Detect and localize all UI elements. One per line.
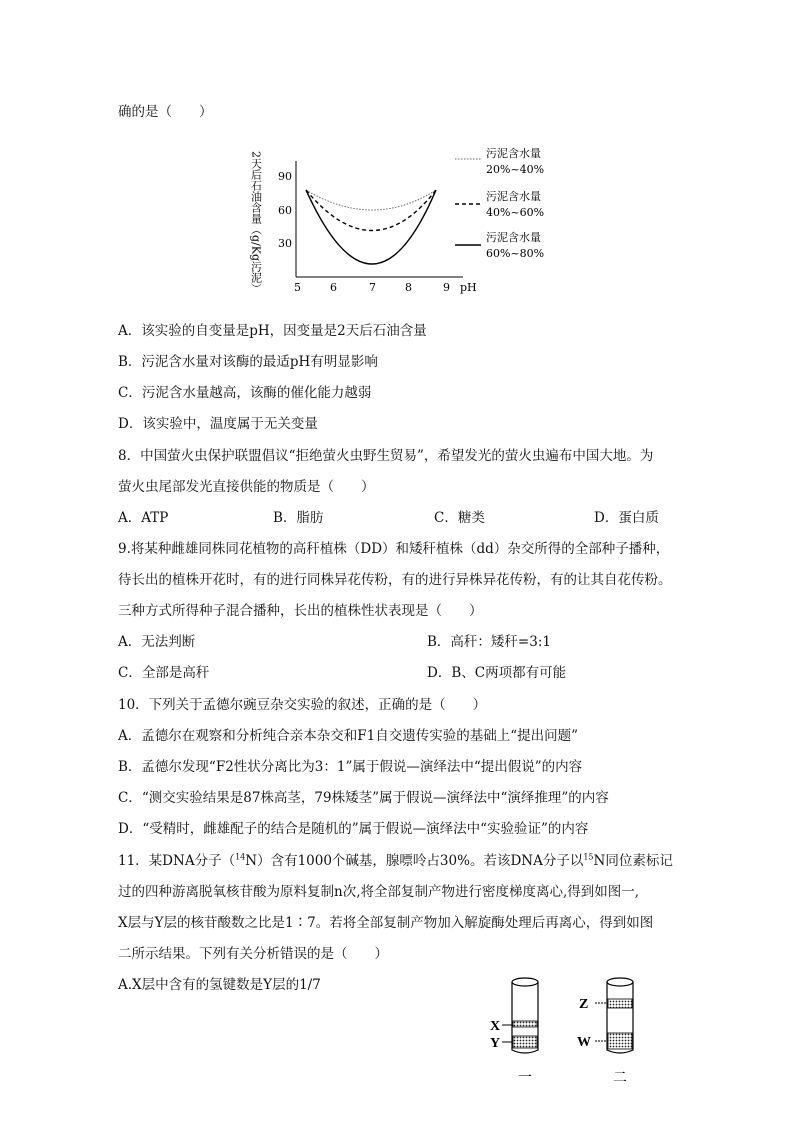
q7-option-b: B．污泥含水量对该酶的最适pH有明显影响	[118, 354, 378, 370]
x-tick-6: 6	[330, 281, 337, 294]
q11-stem-2: 过的四种游离脱氧核苷酸为原料复制n次,将全部复制产物进行密度梯度离心,得到如图一,	[118, 884, 640, 900]
x-tick-5: 5	[294, 281, 301, 294]
q8-stem-1: 8．中国萤火虫保护联盟倡议“拒绝萤火虫野生贸易”，希望发光的萤火虫遍布中国大地。为	[118, 448, 654, 464]
label-y: Y	[490, 1036, 501, 1051]
band-w	[608, 1033, 632, 1049]
y-tick-60: 60	[278, 204, 292, 217]
q7-option-c: C．污泥含水量越高，该酶的催化能力越弱	[118, 385, 372, 401]
q10-stem: 10．下列关于孟德尔豌豆杂交实验的叙述，正确的是（ ）	[118, 697, 487, 713]
label-w: W	[577, 1035, 591, 1050]
chart-ylabel: 2天后石油含量（g/Kg污泥）	[249, 151, 263, 295]
q11-stem-3: X层与Y层的核苷酸数之比是1∶7。若将全部复制产物加入解旋酶处理后再离心，得到如图	[118, 915, 654, 931]
q10-option-a: A．孟德尔在观察和分析纯合亲本杂交和F1自交遗传实验的基础上“提出问题”	[118, 728, 579, 744]
q9-option-c: C．全部是高秆	[118, 665, 210, 681]
y-tick-90: 90	[278, 170, 292, 183]
q9-stem-1: 9.将某种雌雄同株同花植物的高秆植株（DD）和矮秆植株（dd）杂交所得的全部种子播种，	[118, 541, 670, 557]
x-tick-8: 8	[405, 281, 412, 294]
q7-option-a: A．该实验的自变量是pH，因变量是2天后石油含量	[118, 323, 427, 339]
band-y	[513, 1036, 537, 1048]
label-x: X	[490, 1019, 501, 1034]
q10-option-b: B．孟德尔发现“F2性状分离比为3：1”属于假说—演绎法中“提出假说”的内容	[118, 759, 583, 775]
legend-3b: 60%~80%	[486, 247, 545, 260]
q11-option-a: A.X层中含有的氢键数是Y层的1/7	[118, 977, 321, 993]
series-60-80	[306, 190, 436, 264]
y-tick-30: 30	[278, 237, 292, 250]
label-z: Z	[579, 997, 589, 1012]
x-tick-9: 9	[443, 281, 450, 294]
q7-stem: 确的是（ ）	[118, 104, 213, 120]
tube-2	[577, 978, 633, 1086]
q10-option-d: D．“受精时，雌雄配子的结合是随机的”属于假说—演绎法中“实验验证”的内容	[118, 821, 589, 837]
q7-option-d: D．该实验中，温度属于无关变量	[118, 416, 318, 432]
chart-xlabel: pH	[460, 281, 477, 294]
legend-3a: 污泥含水量	[486, 231, 541, 244]
band-z	[608, 999, 632, 1008]
q9-stem-2: 待长出的植株开花时，有的进行同株异花传粉，有的进行异株异花传粉，有的让其自花传粉。	[118, 572, 672, 588]
q8-option-b: B．脂肪	[273, 510, 324, 526]
legend-1a: 污泥含水量	[486, 147, 541, 160]
caption-2: 二	[613, 1071, 627, 1086]
q10-option-c: C．“测交实验结果是87株高茎，79株矮茎”属于假说—演绎法中“演绎推理”的内容	[118, 790, 609, 806]
q8-option-d: D．蛋白质	[594, 510, 659, 526]
q8-stem-2: 萤火虫尾部发光直接供能的物质是（ ）	[118, 479, 375, 495]
centrifuge-tubes-figure	[480, 970, 650, 1090]
legend-2a: 污泥含水量	[486, 190, 541, 203]
series-20-40	[306, 190, 436, 210]
caption-1: 一	[518, 1071, 532, 1086]
q9-option-a: A．无法判断	[118, 634, 196, 650]
q9-option-d: D．B、C两项都有可能	[427, 665, 567, 681]
series-40-60	[306, 190, 436, 231]
q9-stem-3: 三种方式所得种子混合播种，长出的植株性状表现是（ ）	[118, 603, 483, 619]
q11-stem-4: 二所示结果。下列有关分析错误的是（ ）	[118, 946, 388, 962]
x-tick-7: 7	[369, 281, 376, 294]
q8-option-a: A．ATP	[118, 510, 169, 526]
q7-line-chart	[248, 143, 578, 303]
tube-1	[490, 978, 538, 1086]
legend-1b: 20%~40%	[486, 163, 545, 176]
q11-stem-1: 11．某DNA分子（$^{14}$N）含有1000个碱基，腺嘌呤占30%。若该DNA分子以$^{15}$N同位素标记	[118, 852, 673, 869]
q8-option-c: C．糖类	[434, 510, 485, 526]
band-x	[513, 1021, 537, 1027]
legend-2b: 40%~60%	[486, 206, 545, 219]
q9-option-b: B．高秆：矮秆=3:1	[427, 634, 551, 650]
